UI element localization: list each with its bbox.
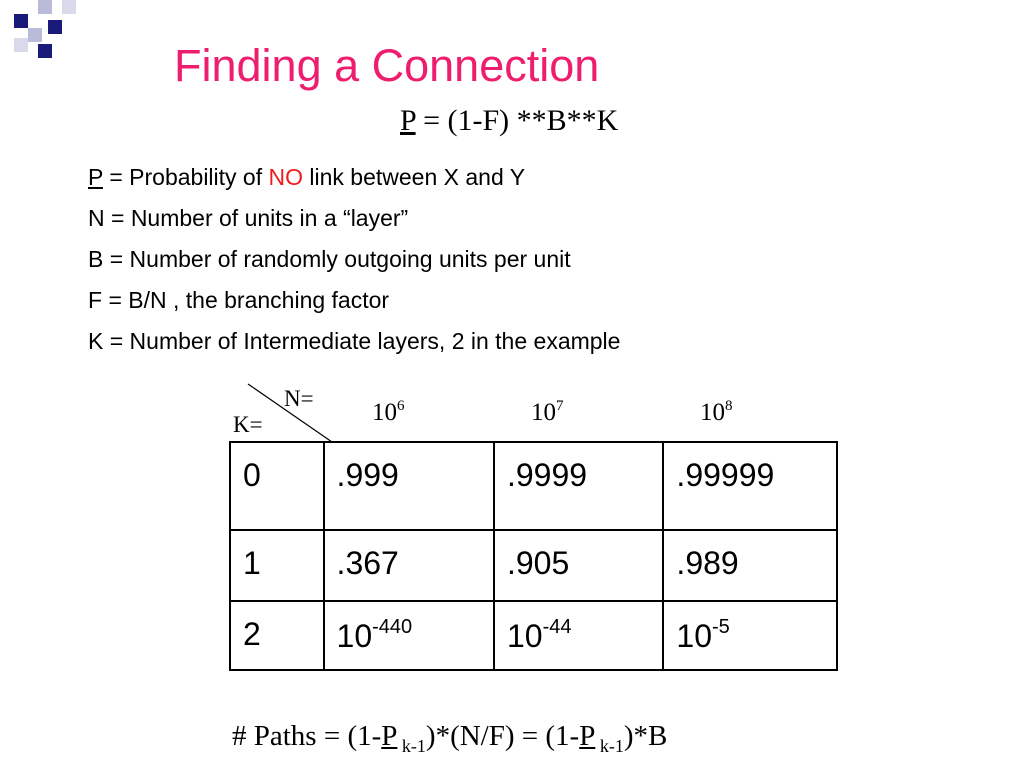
- formula-rest: = (1-F) **B**K: [415, 104, 619, 137]
- table-cell: .367: [324, 530, 494, 601]
- column-header-3: $10^8$: [700, 398, 733, 426]
- table-cell: .999: [324, 442, 494, 530]
- column-header-2: $10^7$: [531, 398, 564, 426]
- table-cell: .99999: [663, 442, 837, 530]
- formula-var: P: [400, 104, 416, 137]
- definition-eq: = Probability of: [102, 164, 269, 190]
- table-cell: .905: [494, 530, 663, 601]
- n-label: N=: [284, 386, 314, 411]
- definition-rest: link between X and Y: [303, 164, 526, 190]
- column-header-1: $10^6$: [372, 398, 405, 426]
- table-cell: .989: [663, 530, 837, 601]
- table-cell: .9999: [494, 442, 663, 530]
- definition-highlight: NO: [268, 164, 303, 190]
- table-row: [230, 601, 837, 670]
- table-cell: $10^{-440}$: [324, 601, 494, 670]
- table-row: [230, 442, 837, 530]
- definition-n: N = Number of units in a “layer”: [88, 205, 409, 231]
- table-cell: $10^{-5}$: [663, 601, 837, 670]
- table-cell-k: 0: [230, 442, 324, 530]
- definition-f: F = B/N , the branching factor: [88, 287, 390, 313]
- k-label: K=: [233, 412, 263, 437]
- definition-k: K = Number of Intermediate layers, 2 in the example: [88, 328, 621, 354]
- table-row: [230, 530, 837, 601]
- slide-title: Finding a Connection: [174, 40, 600, 91]
- definition-b: B = Number of randomly outgoing units per unit: [88, 246, 571, 272]
- table-cell-k: 1: [230, 530, 324, 601]
- definition-var: P: [88, 164, 103, 190]
- table-cell-k: 2: [230, 601, 324, 670]
- table-cell: $10^{-44}$: [494, 601, 663, 670]
- probability-table: [229, 441, 838, 671]
- paths-formula: # Paths = (1-P $_{k-1}$)*(N/F) = (1-P $_{k-1}$)*B: [232, 720, 668, 756]
